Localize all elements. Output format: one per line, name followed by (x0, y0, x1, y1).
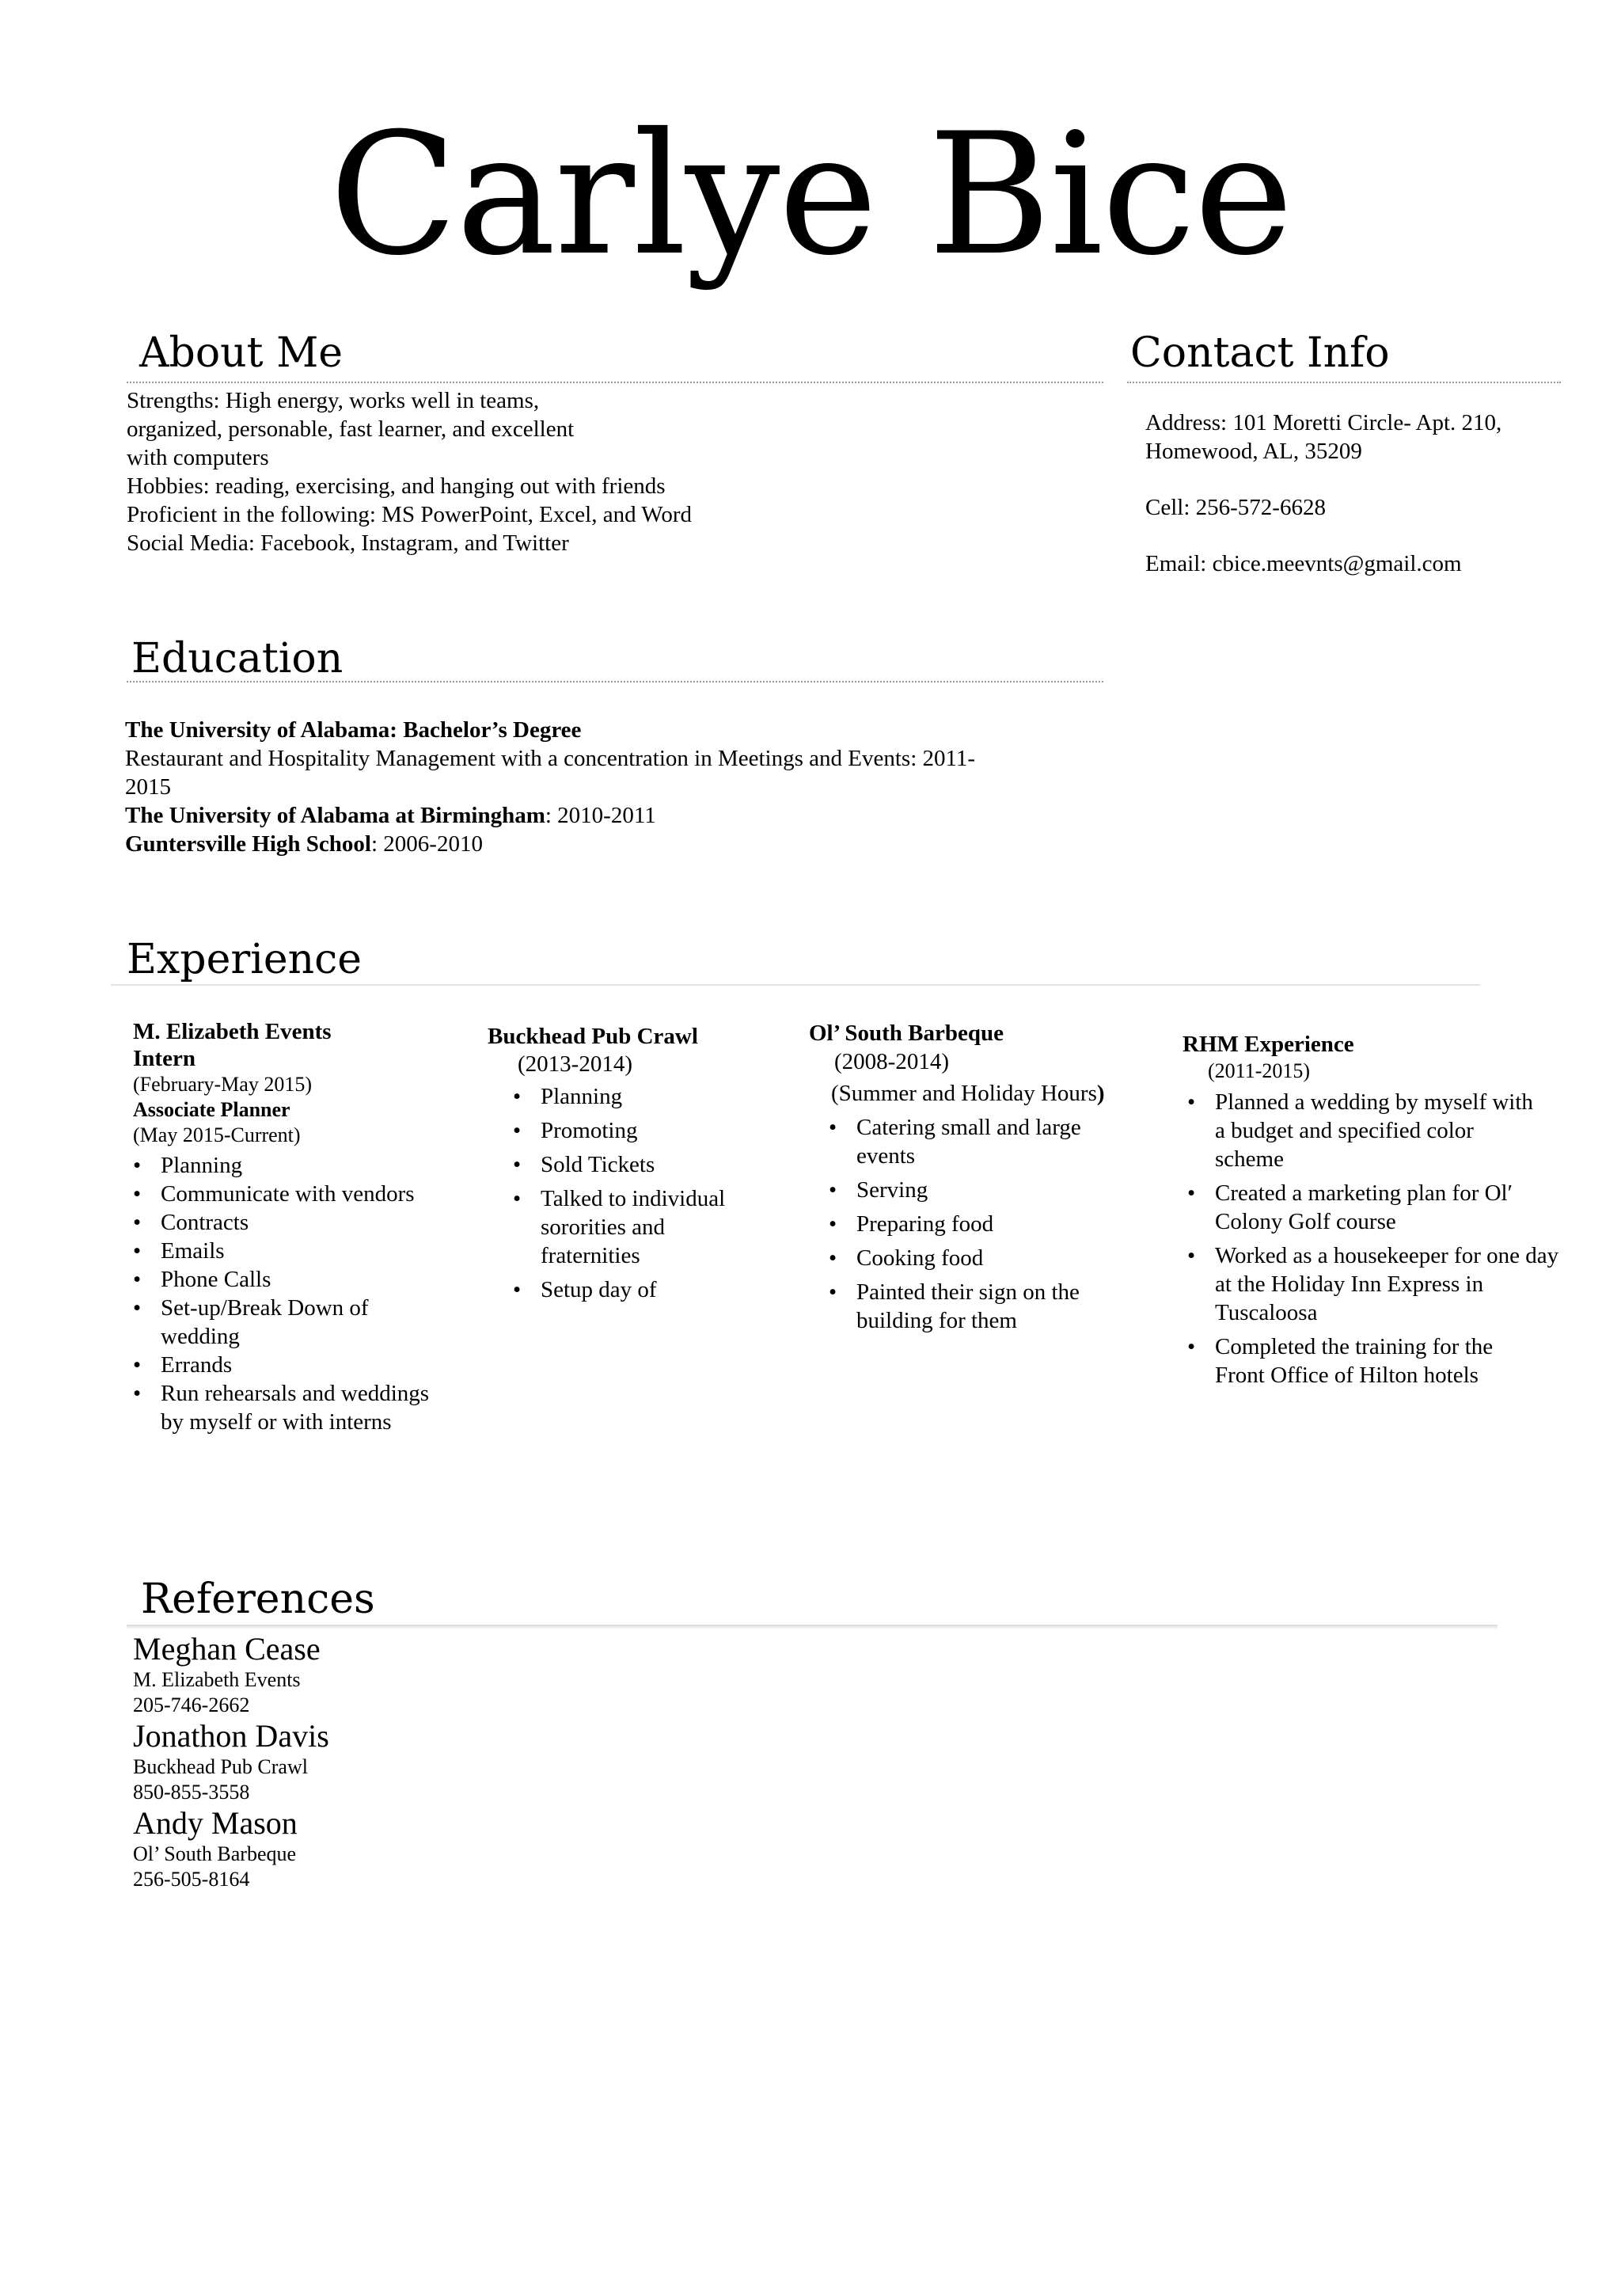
education-list (125, 716, 975, 858)
reference-name: Andy Mason (133, 1805, 298, 1841)
reference-company: Ol’ South Barbeque (133, 1842, 297, 1865)
duty-item: • Worked as a housekeeper for one day at the Holiday Inn Express in Tuscaloosa (1187, 1241, 1563, 1327)
job-duties (513, 1082, 742, 1304)
experience-column (488, 1023, 773, 1310)
resume-name: Carlye Bice (328, 97, 1293, 292)
school-name: The University of Alabama: Bachelor’s Degree (125, 717, 582, 743)
school-name: Guntersville High School (125, 831, 371, 857)
job-company: Ol’ South Barbeque (809, 1021, 1004, 1046)
address-line: Homewood, AL, 35209 (1145, 439, 1362, 464)
duty-item: • Sold Tickets (513, 1150, 742, 1179)
job-dates: (2008-2014) (834, 1049, 949, 1074)
job-note (809, 1077, 1141, 1110)
about-heading: About Me (139, 329, 344, 377)
address-line: Address: 101 Moretti Circle- Apt. 210, (1145, 410, 1502, 435)
job-duties (133, 1151, 450, 1436)
about-line: Proficient in the following: MS PowerPoint, Excel, and Word (127, 502, 692, 527)
reference-phone: 256-505-8164 (133, 1868, 250, 1891)
about-divider (127, 382, 1103, 383)
contact-divider (1127, 382, 1561, 383)
reference-company: Buckhead Pub Crawl (133, 1755, 308, 1778)
about-line: organized, personable, fast learner, and excellent (127, 416, 575, 442)
about-text (127, 386, 692, 557)
duty-item: • Painted their sign on the building for them (829, 1278, 1110, 1335)
job-duties (1187, 1088, 1559, 1389)
job-company: Buckhead Pub Crawl (488, 1024, 698, 1049)
duty-item: • Preparing food (829, 1210, 1090, 1238)
reference-phone: 850-855-3558 (133, 1781, 250, 1804)
duty-item: • Talked to individual sororities and fraternities (513, 1184, 746, 1270)
duty-item: • Set-up/Break Down of wedding (133, 1294, 398, 1351)
job-role: Associate Planner (133, 1098, 290, 1121)
education-entry (125, 716, 975, 744)
about-line: Strengths: High energy, works well in teams, (127, 388, 540, 413)
duty-item: • Completed the training for the Front Office of Hilton hotels (1187, 1332, 1547, 1389)
duty-item: • Planning (133, 1151, 450, 1180)
references-list (133, 1631, 329, 1892)
experience-heading: Experience (127, 936, 362, 983)
duty-item: • Phone Calls (133, 1265, 450, 1294)
education-divider (127, 681, 1103, 682)
reference-phone: 205-746-2662 (133, 1693, 250, 1716)
job-company: RHM Experience (1183, 1032, 1354, 1057)
duty-item: • Serving (829, 1176, 1090, 1204)
about-line: Hobbies: reading, exercising, and hanging out with friends (127, 473, 666, 499)
duty-item: • Emails (133, 1237, 450, 1265)
job-duties (829, 1113, 1090, 1335)
experience-column (133, 1018, 473, 1436)
duty-item: • Cooking food (829, 1244, 1090, 1272)
job-role: Intern (133, 1046, 196, 1071)
job-dates: (2011-2015) (1208, 1059, 1311, 1082)
experience-divider (111, 984, 1480, 986)
duty-item: • Errands (133, 1351, 450, 1379)
education-entry (125, 801, 975, 830)
duty-item: • Catering small and large events (829, 1113, 1094, 1170)
job-note-close: ) (1096, 1081, 1105, 1106)
duty-item: • Planning (513, 1082, 742, 1111)
experience-column (809, 1020, 1141, 1340)
job-dates: (2013-2014) (518, 1051, 632, 1077)
references-heading: References (141, 1576, 375, 1623)
school-years: : 2010-2011 (545, 803, 656, 828)
duty-item: • Run rehearsals and weddings by myself or with interns (133, 1379, 454, 1436)
duty-item: • Contracts (133, 1208, 450, 1237)
education-detail: 2015 (125, 774, 171, 800)
job-dates: (May 2015-Current) (133, 1123, 301, 1146)
contact-email: Email: cbice.meevnts@gmail.com (1145, 551, 1462, 576)
duty-item: • Planned a wedding by myself with a budget and specified color scheme (1187, 1088, 1547, 1173)
duty-item: • Created a marketing plan for Ol′ Colony Golf course (1187, 1179, 1547, 1236)
experience-column (1183, 1031, 1562, 1395)
job-company: M. Elizabeth Events (133, 1019, 332, 1044)
contact-heading: Contact Info (1130, 329, 1390, 377)
about-line: with computers (127, 445, 269, 470)
education-heading: Education (131, 635, 344, 682)
education-detail: Restaurant and Hospitality Management with a concentration in Meetings and Events: 2011- (125, 746, 976, 771)
reference-company: M. Elizabeth Events (133, 1668, 301, 1691)
school-name: The University of Alabama at Birmingham (125, 803, 545, 828)
reference-name: Meghan Cease (133, 1631, 321, 1667)
contact-address (1145, 409, 1501, 466)
contact-cell: Cell: 256-572-6628 (1145, 495, 1326, 520)
school-years: : 2006-2010 (370, 831, 483, 857)
references-divider (127, 1625, 1498, 1629)
job-dates: (February-May 2015) (133, 1073, 312, 1096)
education-entry (125, 830, 975, 858)
about-line: Social Media: Facebook, Instagram, and Twitter (127, 530, 569, 556)
duty-item: • Promoting (513, 1116, 742, 1145)
job-note-text: (Summer and Holiday Hours (831, 1081, 1097, 1106)
duty-item: • Setup day of (513, 1275, 742, 1304)
reference-name: Jonathon Davis (133, 1718, 329, 1754)
duty-item: • Communicate with vendors (133, 1180, 450, 1208)
